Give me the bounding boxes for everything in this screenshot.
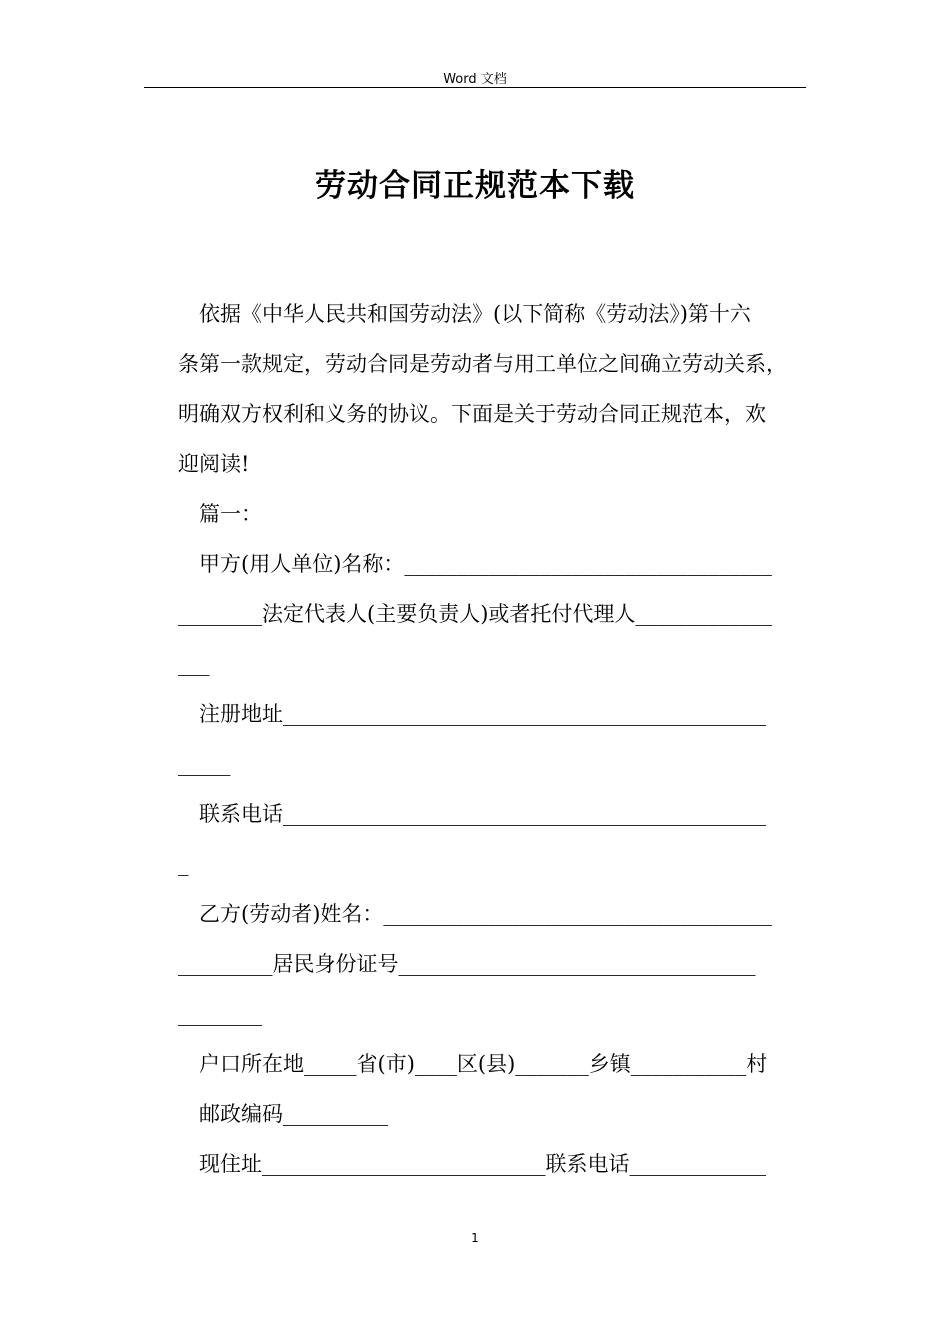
party-a-representative-line-cont: ___ <box>178 652 210 676</box>
party-b-id-line-cont: ________ <box>178 1002 262 1026</box>
party-b-current-address-line: 现住址___________________________联系电话_____________ <box>199 1152 766 1176</box>
party-a-address-line: 注册地址______________________________________________ <box>199 702 766 726</box>
party-b-id-line: _________居民身份证号__________________________________ <box>178 952 756 976</box>
party-a-phone-line-cont: _ <box>178 852 189 876</box>
intro-line-1: 依据《中华人民共和国劳动法》(以下简称《劳动法》)第十六 <box>199 302 751 326</box>
intro-line-2: 条第一款规定，劳动合同是劳动者与用工单位之间确立劳动关系， <box>178 352 787 376</box>
party-a-representative-line: ________法定代表人(主要负责人)或者托付代理人_____________ <box>178 602 772 626</box>
party-a-name-line: 甲方(用人单位)名称：___________________________________ <box>199 552 772 576</box>
party-a-phone-line: 联系电话______________________________________________ <box>199 802 766 826</box>
section-heading: 篇一： <box>199 502 262 526</box>
party-b-postcode-line: 邮政编码__________ <box>199 1102 388 1126</box>
page-number: 1 <box>471 1231 479 1245</box>
intro-line-4: 迎阅读! <box>178 452 250 476</box>
page-header: Word 文档 <box>443 72 507 87</box>
document-body <box>178 289 810 1189</box>
header-rule <box>144 87 806 88</box>
party-b-name-line: 乙方(劳动者)姓名：_____________________________________ <box>199 902 772 926</box>
party-b-hukou-line: 户口所在地_____省(市)____区(县)_______乡镇___________村 <box>199 1052 768 1076</box>
document-title: 劳动合同正规范本下载 <box>315 168 635 204</box>
party-a-address-line-cont: _____ <box>178 752 231 776</box>
intro-line-3: 明确双方权利和义务的协议。下面是关于劳动合同正规范本，欢 <box>178 402 766 426</box>
